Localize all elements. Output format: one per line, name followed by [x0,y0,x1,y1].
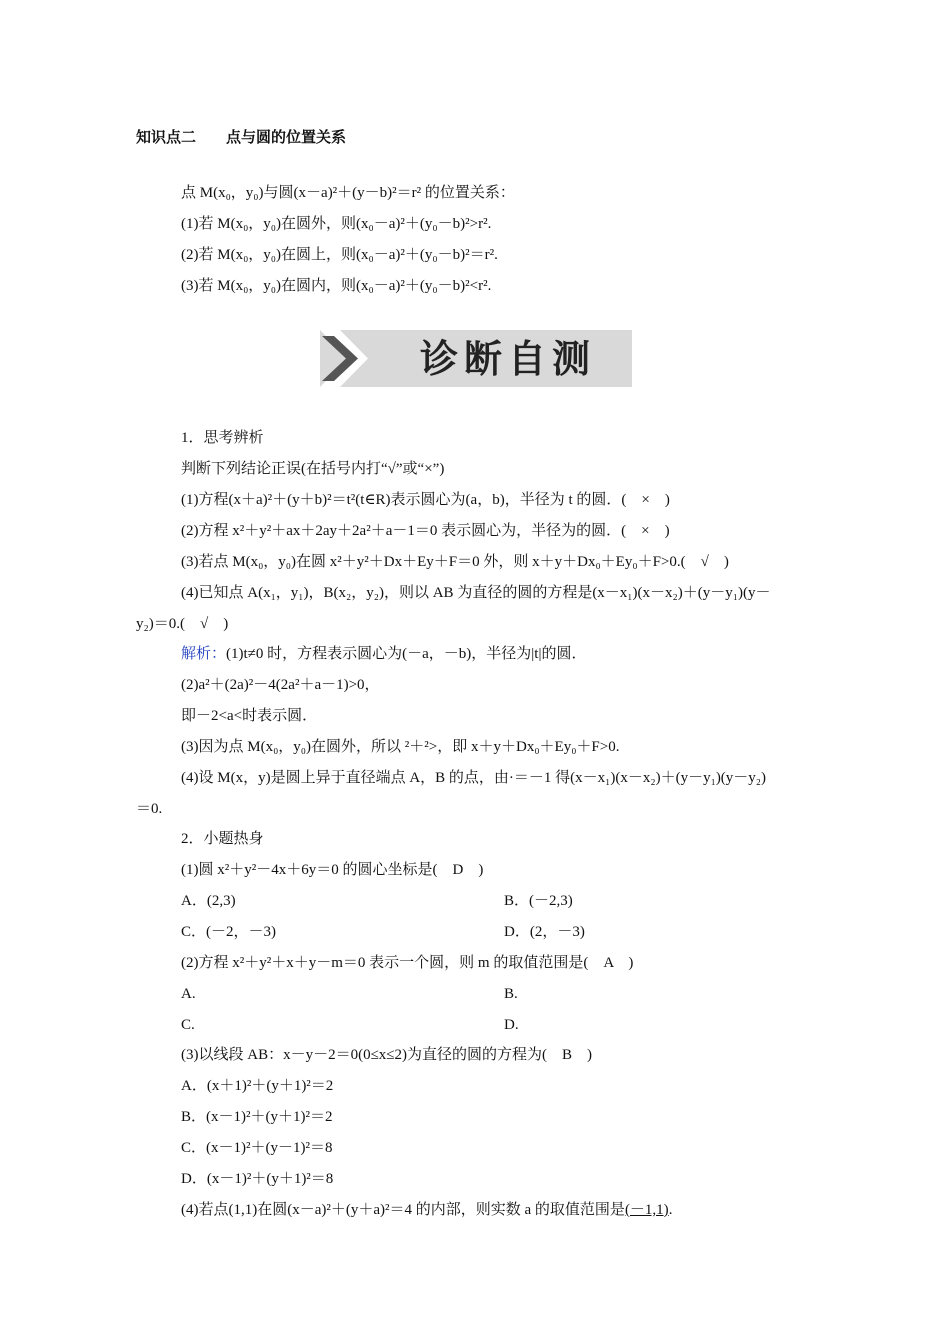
judgement-item: y₂)＝0.( √ ) [136,616,229,632]
banner-title: 诊断自测 [419,337,596,381]
knowledge-line: (2)若 M(x₀，y₀)在圆上，则(x₀－a)²＋(y₀－b)²＝r². [181,247,498,263]
judgement-item: (1)方程(x＋a)²＋(y＋b)²＝t²(t∈R)表示圆心为(a，b)，半径为 t 的圆．( × ) [181,492,670,508]
section-banner [320,330,632,387]
option-a: A．(x＋1)²＋(y＋1)²＝2 [181,1078,334,1094]
analysis-line: ＝0. [136,801,163,817]
option-c: C．(x－1)²＋(y－1)²＝8 [181,1140,333,1156]
fill-in-answer: (－1,1) [624,1202,669,1218]
option-c: C. [181,1017,195,1033]
option-a: A．(2,3) [181,893,236,909]
judgement-item: (4)已知点 A(x₁，y₁)，B(x₂，y₂)，则以 AB 为直径的圆的方程是(x－x₁)(x－x₂)＋(y－y₁)(y－ [181,585,771,601]
option-d: D．(2，－3) [504,924,585,940]
analysis-line: (4)设 M(x，y)是圆上异于直径端点 A，B 的点，由·＝－1 得(x－x₁)(x－x₂)＋(y－y₁)(y－y₂) [181,770,767,786]
analysis-line [181,644,586,664]
option-d: D. [504,1017,519,1033]
judgement-item: (3)若点 M(x₀，y₀)在圆 x²＋y²＋Dx＋Ey＋F＝0 外，则 x＋y＋Dx₀＋Ey₀＋F>0.( √ ) [181,554,729,570]
problem-stem: (3)以线段 AB：x－y－2＝0(0≤x≤2)为直径的圆的方程为( B ) [181,1047,593,1063]
analysis-label: 解析： [181,646,227,662]
problem-stem [181,1200,672,1220]
option-b: B. [504,986,518,1002]
analysis-line: (2)a²＋(2a)²－4(2a²＋a－1)>0， [181,677,380,693]
analysis-line: 即－2<a<时表示圆． [181,708,318,724]
option-d: D．(x－1)²＋(y＋1)²＝8 [181,1171,334,1187]
option-b: B．(－2,3) [504,893,573,909]
option-b: B．(x－1)²＋(y＋1)²＝2 [181,1109,333,1125]
option-a: A. [181,986,196,1002]
knowledge-line: (3)若 M(x₀，y₀)在圆内，则(x₀－a)²＋(y₀－b)²<r². [181,278,492,294]
problem-stem-text: (4)若点(1,1)在圆(x－a)²＋(y＋a)²＝4 的内部，则实数 a 的取值范围是 [181,1202,625,1218]
question-title: 1．思考辨析 [181,430,264,446]
judgement-item: (2)方程 x²＋y²＋ax＋2ay＋2a²＋a－1＝0 表示圆心为，半径为的圆．( × ) [181,523,670,539]
question-title: 2．小题热身 [181,831,264,847]
analysis-line: (3)因为点 M(x₀，y₀)在圆外，所以 ²＋²>，即 x＋y＋Dx₀＋Ey₀＋F>0. [181,739,620,755]
knowledge-line: (1)若 M(x₀，y₀)在圆外，则(x₀－a)²＋(y₀－b)²>r². [181,216,492,232]
knowledge-line: 点 M(x₀，y₀)与圆(x－a)²＋(y－b)²＝r² 的位置关系： [181,185,515,201]
option-c: C．(－2，－3) [181,924,276,940]
question-instruction: 判断下列结论正误(在括号内打“√”或“×”) [181,461,445,477]
section-heading: 知识点二 点与圆的位置关系 [136,130,347,146]
problem-stem: (1)圆 x²＋y²－4x＋6y＝0 的圆心坐标是( D ) [181,862,484,878]
problem-stem-end: . [668,1202,673,1218]
analysis-text: (1)t≠0 时，方程表示圆心为(－a，－b)，半径为|t|的圆． [226,646,587,662]
problem-stem: (2)方程 x²＋y²＋x＋y－m＝0 表示一个圆，则 m 的取值范围是( A ) [181,955,634,971]
